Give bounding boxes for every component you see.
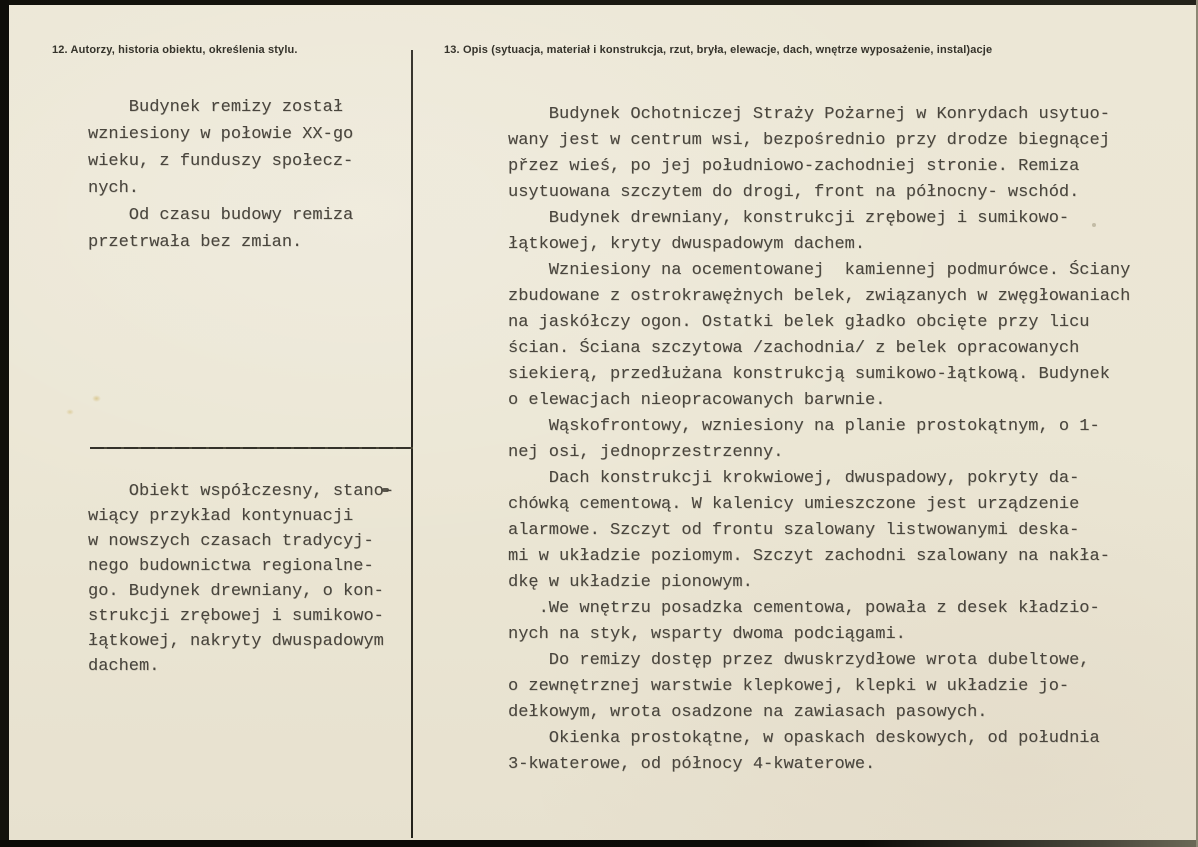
text-line: wieku, z funduszy społecz- xyxy=(88,152,354,171)
text-line: nych. xyxy=(88,179,140,198)
text-line: Obiekt współczesny, stano- xyxy=(88,482,395,501)
text-line: siekierą, przedłużana konstrukcją sumikowo-łątkową. Budynek xyxy=(508,365,1110,384)
section-12-header: 12. Autorzy, historia obiektu, określenia stylu. xyxy=(52,44,298,56)
text-line: Dach konstrukcji krokwiowej, dwuspadowy, pokryty da- xyxy=(508,469,1080,488)
text-line: Budynek drewniany, konstrukcji zrębowej i sumikowo- xyxy=(508,209,1070,228)
style-paragraph xyxy=(88,479,394,679)
text-line: Wąskofrontowy, wzniesiony na planie prostokątnym, o 1- xyxy=(508,417,1100,436)
text-line: nej osi, jednoprzestrzenny. xyxy=(508,443,784,462)
text-line: přzez wieś, po jej południowo-zachodniej stronie. Remiza xyxy=(508,157,1080,176)
text-line: w nowszych czasach tradycyj- xyxy=(88,532,374,551)
text-line: Od czasu budowy remiza xyxy=(88,206,354,225)
text-line: usytuowana szczytem do drogi, front na północny- wschód. xyxy=(508,183,1080,202)
text-line: strukcji zrębowej i sumikowo- xyxy=(88,607,384,626)
paper-stain xyxy=(92,395,101,402)
text-line: zbudowane z ostrokrawężnych belek, związanych w zwęgłowaniach xyxy=(508,287,1131,306)
text-line: dkę w układzie pionowym. xyxy=(508,573,753,592)
text-line: dełkowym, wrota osadzone na zawiasach pasowych. xyxy=(508,703,988,722)
text-line: .We wnętrzu posadzka cementowa, powała z desek kładzio- xyxy=(508,599,1100,618)
text-line: alarmowe. Szczyt od frontu szalowany listwowanymi deska- xyxy=(508,521,1080,540)
text-line: dachem. xyxy=(88,657,160,676)
text-line: o zewnętrznej warstwie klepkowej, klepki w układzie jo- xyxy=(508,677,1070,696)
text-line: 3-kwaterowe, od północy 4-kwaterowe. xyxy=(508,755,876,774)
history-paragraphs xyxy=(88,94,353,256)
text-line: chówką cementową. W kalenicy umieszczone jest urządzenie xyxy=(508,495,1080,514)
text-line: Do remizy dostęp przez dwuskrzydłowe wrota dubeltowe, xyxy=(508,651,1090,670)
text-line: przetrwała bez zmian. xyxy=(88,233,303,252)
text-line: na jaskółczy ogon. Ostatki belek gładko obcięte przy licu xyxy=(508,313,1090,332)
text-line: wzniesiony w połowie XX-go xyxy=(88,125,354,144)
text-line: o elewacjach nieopracowanych barwnie. xyxy=(508,391,886,410)
section-13-header: 13. Opis (sytuacja, materiał i konstrukcja, rzut, bryła, elewacje, dach, wnętrze wyposażenie, instal)acje xyxy=(444,44,993,56)
text-line: wany jest w centrum wsi, bezpośrednio przy drodze biegnącej xyxy=(508,131,1110,150)
column-divider xyxy=(411,50,413,838)
text-line: Okienka prostokątne, w opaskach deskowych, od południa xyxy=(508,729,1100,748)
text-line: Budynek remizy został xyxy=(88,98,344,117)
text-line: nego budownictwa regionalne- xyxy=(88,557,374,576)
text-line: łątkowej, nakryty dwuspadowym xyxy=(88,632,384,651)
text-line: wiący przykład kontynuacji xyxy=(88,507,354,526)
description-paragraphs xyxy=(508,102,1130,778)
scan-edge-top xyxy=(0,0,1198,5)
text-line: łątkowej, kryty dwuspadowym dachem. xyxy=(508,235,866,254)
paper-stain xyxy=(66,409,74,415)
text-line: nych na styk, wsparty dwoma podciągami. xyxy=(508,625,906,644)
text-line: Wzniesiony na ocementowanej kamiennej podmurówce. Ściany xyxy=(508,261,1131,280)
text-line: Budynek Ochotniczej Straży Pożarnej w Konrydach usytuo- xyxy=(508,105,1110,124)
scan-edge-left xyxy=(0,0,9,847)
text-line: go. Budynek drewniany, o kon- xyxy=(88,582,384,601)
text-line: mi w układzie poziomym. Szczyt zachodni szalowany na nakła- xyxy=(508,547,1110,566)
text-line: ścian. Ściana szczytowa /zachodnia/ z belek opracowanych xyxy=(508,339,1080,358)
scan-edge-bottom xyxy=(0,840,1198,847)
horizontal-rule xyxy=(90,447,413,449)
